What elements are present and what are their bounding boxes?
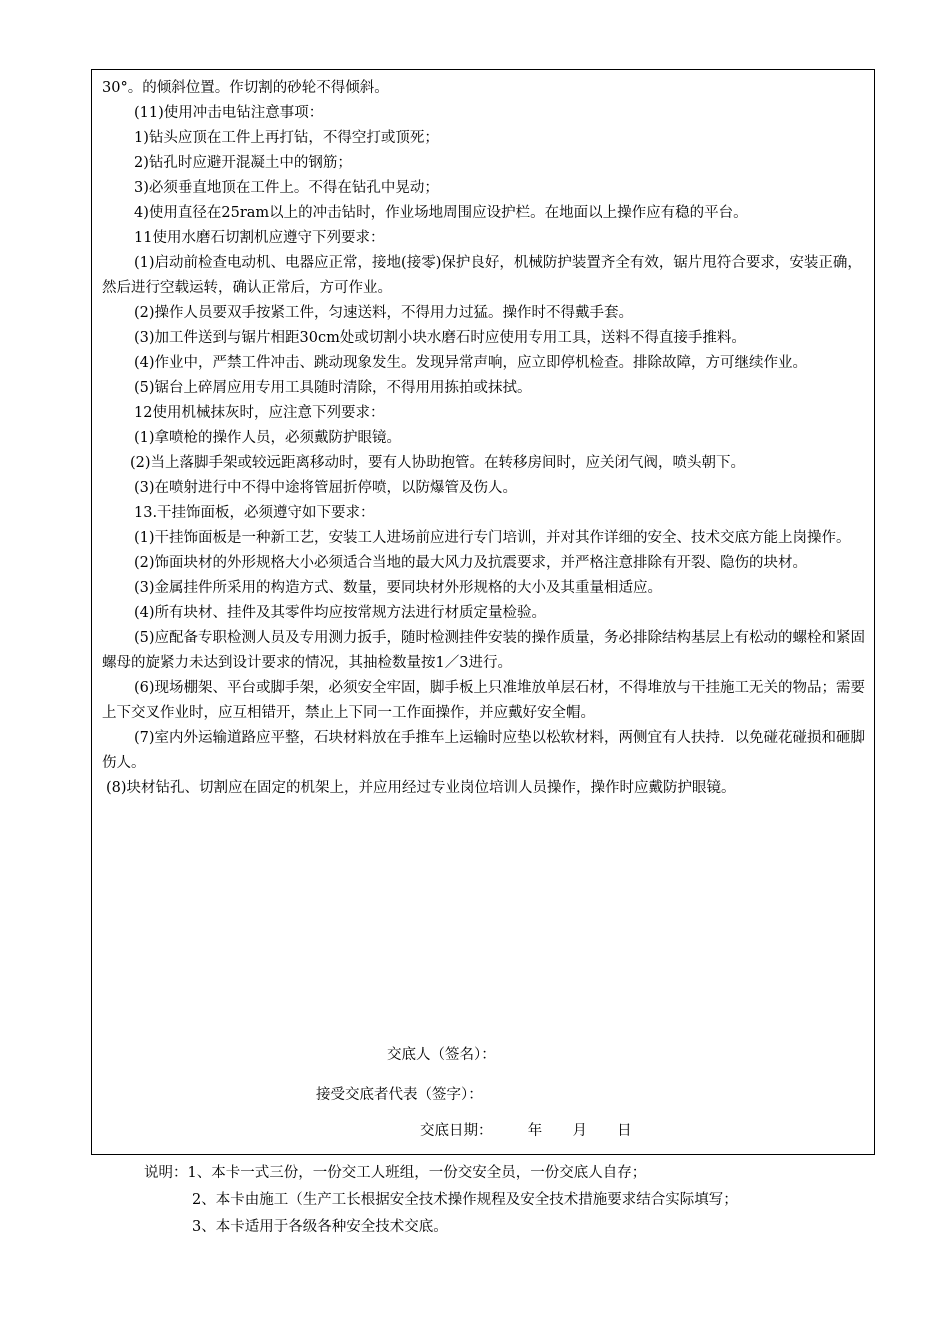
paragraph-drill-item-1: 1)钻头应顶在工件上再打钻，不得空打或顶死； <box>134 130 439 146</box>
date-month-label: 月 <box>572 1123 587 1139</box>
paragraph-dry-hang-item-4: (4)所有块材、挂件及其零件均应按常规方法进行材质定量检验。 <box>134 605 547 621</box>
notes-section <box>0 1160 950 1241</box>
date-day-label: 日 <box>617 1123 632 1139</box>
paragraph-plastering-item-2: (2)当上落脚手架或较远距离移动时，要有人协助抱管。在转移房间时，应关闭气阀，喷头朝下。 <box>130 455 746 471</box>
paragraph-plastering-heading: 12使用机械抹灰时，应注意下列要求： <box>134 405 385 421</box>
paragraph-dry-hang-item-8: (8)块材钻孔、切割应在固定的机架上，并应用经过专业岗位培训人员操作，操作时应戴防护眼镜。 <box>106 780 736 796</box>
note-line-1: 说明：1、本卡一式三份，一份交工人班组，一份交安全员，一份交底人自存； <box>144 1165 647 1181</box>
paragraph-cutter-item-5: (5)锯台上碎屑应用专用工具随时清除，不得用用拣拍或抹拭。 <box>134 380 532 396</box>
paragraph-drill-item-4: 4)使用直径在25ram以上的冲击钻时，作业场地周围应设护栏。在地面以上操作应有稳的平台。 <box>134 205 748 221</box>
paragraph-drill-item-3: 3)必须垂直地顶在工件上。不得在钻孔中晃动； <box>134 180 439 196</box>
paragraph-dry-hang-item-6: (6)现场棚架、平台或脚手架，必须安全牢固，脚手板上只准堆放单层石材，不得堆放与干挂施工无关的物品；需要上下交叉作业时，应互相错开，禁止上下同一工作面操作，并应戴好安全帽。 <box>102 680 866 721</box>
paragraph-impact-drill-heading: (11)使用冲击电钻注意事项： <box>134 105 324 121</box>
paragraph-dry-hang-heading: 13.干挂饰面板，必须遵守如下要求： <box>134 505 375 521</box>
paragraph-plastering-item-3: (3)在喷射进行中不得中途将管屈折停喷，以防爆管及伤人。 <box>134 480 518 496</box>
paragraph-dry-hang-item-5: (5)应配备专职检测人员及专用测力扳手，随时检测挂件安装的操作质量，务必排除结构基层上有松动的螺栓和紧固螺母的旋紧力未达到设计要求的情况，其抽检数量按1／3进行。 <box>102 630 866 671</box>
paragraph-terrazzo-cutter-heading: 11使用水磨石切割机应遵守下列要求： <box>134 230 385 246</box>
date-year-label: 年 <box>527 1123 543 1139</box>
paragraph-dry-hang-item-3: (3)金属挂件所采用的构造方式、数量，要同块材外形规格的大小及其重量相适应。 <box>134 580 663 596</box>
disclosure-content-box <box>91 69 875 1155</box>
paragraph-cutter-item-3: (3)加工件送到与锯片相距30cm处或切割小块水磨石时应使用专用工具，送料不得直接手推料。 <box>134 330 746 346</box>
paragraph-plastering-item-1: (1)拿喷枪的操作人员，必须戴防护眼镜。 <box>134 430 402 446</box>
paragraph-cutter-item-1: (1)启动前检查电动机、电器应正常，接地(接零)保护良好，机械防护装置齐全有效，锯片甩符合要求，安装正确，然后进行空载运转，确认正常后，方可作业。 <box>102 255 862 296</box>
disclosure-body-text <box>102 76 868 801</box>
disclosure-date-row <box>420 1121 632 1141</box>
paragraph-dry-hang-item-7: (7)室内外运输道路应平整，石块材料放在手推车上运输时应垫以松软材料，两侧宜有人扶持．以免碰花碰损和砸脚伤人。 <box>102 730 866 771</box>
paragraph-dry-hang-item-2: (2)饰面块材的外形规格大小必须适合当地的最大风力及抗震要求，并严格注意排除有开裂、隐伤的块材。 <box>134 555 808 571</box>
paragraph-grinding-angle: 30°。的倾斜位置。作切割的砂轮不得倾斜。 <box>102 80 389 96</box>
note-line-2: 2、本卡由施工（生产工长根据安全技术操作规程及安全技术措施要求结合实际填写； <box>192 1192 738 1208</box>
paragraph-dry-hang-item-1: (1)干挂饰面板是一种新工艺，安装工人进场前应进行专门培训，并对其作详细的安全、技术交底方能上岗操作。 <box>134 530 851 546</box>
date-label: 交底日期： <box>420 1123 493 1139</box>
presenter-signature-label: 交底人（签名）： <box>387 1047 496 1063</box>
note-line-3: 3、本卡适用于各级各种安全技术交底。 <box>192 1219 448 1235</box>
receiver-signature-label: 接受交底者代表（签字）： <box>316 1087 483 1103</box>
paragraph-cutter-item-2: (2)操作人员要双手按紧工件，匀速送料，不得用力过猛。操作时不得戴手套。 <box>134 305 634 321</box>
paragraph-cutter-item-4: (4)作业中，严禁工件冲击、跳动现象发生。发现异常声响，应立即停机检查。排除故障，方可继续作业。 <box>134 355 808 371</box>
paragraph-drill-item-2: 2)钻孔时应避开混凝土中的钢筋； <box>134 155 352 171</box>
